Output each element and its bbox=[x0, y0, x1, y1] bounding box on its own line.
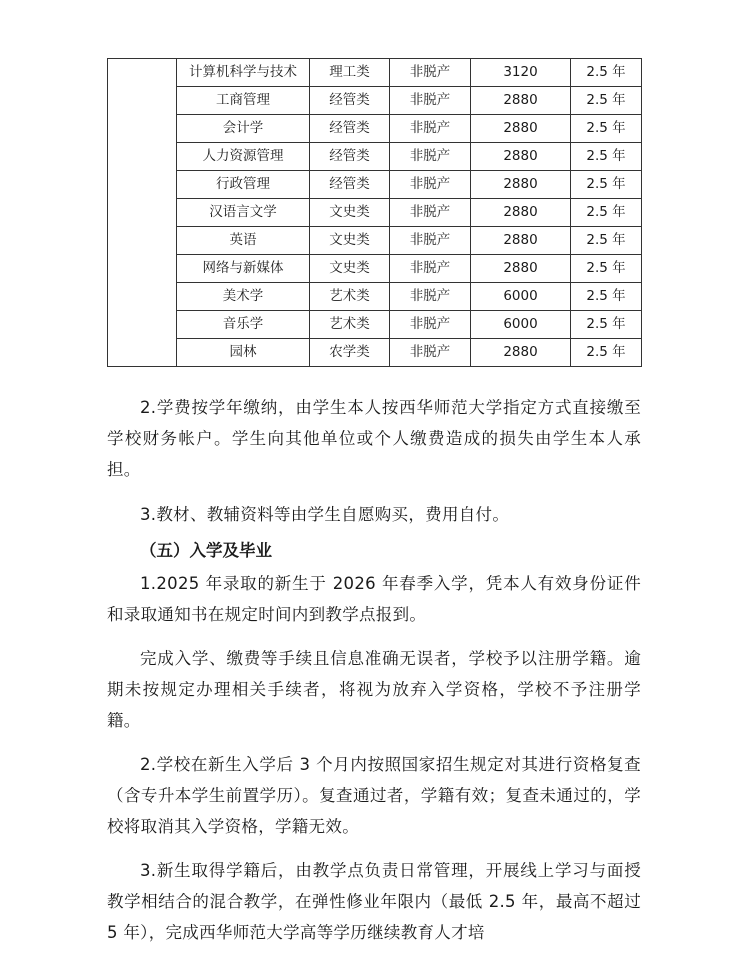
study-mode-cell: 非脱产 bbox=[390, 311, 471, 339]
fee-cell: 2880 bbox=[471, 87, 571, 115]
fee-cell: 2880 bbox=[471, 115, 571, 143]
fee-table-body bbox=[108, 59, 642, 367]
category-cell: 文史类 bbox=[310, 255, 390, 283]
duration-cell: 2.5 年 bbox=[571, 283, 642, 311]
study-mode-cell: 非脱产 bbox=[390, 339, 471, 367]
major-cell: 工商管理 bbox=[177, 87, 310, 115]
major-cell: 园林 bbox=[177, 339, 310, 367]
major-cell: 汉语言文学 bbox=[177, 199, 310, 227]
duration-cell: 2.5 年 bbox=[571, 255, 642, 283]
section-heading-enrollment: （五）入学及毕业 bbox=[140, 541, 272, 560]
table-row bbox=[108, 59, 642, 87]
duration-cell: 2.5 年 bbox=[571, 227, 642, 255]
category-cell: 艺术类 bbox=[310, 311, 390, 339]
major-cell: 网络与新媒体 bbox=[177, 255, 310, 283]
duration-cell: 2.5 年 bbox=[571, 115, 642, 143]
major-cell: 会计学 bbox=[177, 115, 310, 143]
major-cell: 美术学 bbox=[177, 283, 310, 311]
fee-cell: 2880 bbox=[471, 227, 571, 255]
paragraph-registration: 完成入学、缴费等手续且信息准确无误者，学校予以注册学籍。逾期未按规定办理相关手续者，将视为放弃入学资格，学校不予注册学籍。 bbox=[107, 649, 641, 730]
study-mode-cell: 非脱产 bbox=[390, 171, 471, 199]
duration-cell: 2.5 年 bbox=[571, 339, 642, 367]
fee-cell: 2880 bbox=[471, 171, 571, 199]
table-row bbox=[108, 115, 642, 143]
duration-cell: 2.5 年 bbox=[571, 199, 642, 227]
fee-cell: 6000 bbox=[471, 311, 571, 339]
table-row bbox=[108, 171, 642, 199]
study-mode-cell: 非脱产 bbox=[390, 283, 471, 311]
category-cell: 农学类 bbox=[310, 339, 390, 367]
fee-cell: 2880 bbox=[471, 339, 571, 367]
duration-cell: 2.5 年 bbox=[571, 59, 642, 87]
table-row bbox=[108, 255, 642, 283]
fee-cell: 6000 bbox=[471, 283, 571, 311]
study-mode-cell: 非脱产 bbox=[390, 255, 471, 283]
study-mode-cell: 非脱产 bbox=[390, 199, 471, 227]
paragraph-enrollment-date: 1.2025 年录取的新生于 2026 年春季入学，凭本人有效身份证件和录取通知书在规定时间内到教学点报到。 bbox=[107, 574, 641, 624]
table-row bbox=[108, 311, 642, 339]
duration-cell: 2.5 年 bbox=[571, 87, 642, 115]
category-cell: 理工类 bbox=[310, 59, 390, 87]
study-mode-cell: 非脱产 bbox=[390, 143, 471, 171]
fee-cell: 2880 bbox=[471, 199, 571, 227]
fee-cell: 2880 bbox=[471, 143, 571, 171]
category-cell: 经管类 bbox=[310, 171, 390, 199]
study-mode-cell: 非脱产 bbox=[390, 227, 471, 255]
table-row bbox=[108, 339, 642, 367]
duration-cell: 2.5 年 bbox=[571, 311, 642, 339]
duration-cell: 2.5 年 bbox=[571, 143, 642, 171]
major-cell: 计算机科学与技术 bbox=[177, 59, 310, 87]
study-mode-cell: 非脱产 bbox=[390, 115, 471, 143]
category-cell: 经管类 bbox=[310, 115, 390, 143]
major-cell: 英语 bbox=[177, 227, 310, 255]
category-cell: 文史类 bbox=[310, 199, 390, 227]
study-mode-cell: 非脱产 bbox=[390, 87, 471, 115]
major-cell: 人力资源管理 bbox=[177, 143, 310, 171]
category-cell: 经管类 bbox=[310, 143, 390, 171]
fee-cell: 3120 bbox=[471, 59, 571, 87]
table-row bbox=[108, 143, 642, 171]
category-cell: 经管类 bbox=[310, 87, 390, 115]
major-cell: 音乐学 bbox=[177, 311, 310, 339]
paragraph-textbooks: 3.教材、教辅资料等由学生自愿购买，费用自付。 bbox=[140, 505, 510, 524]
study-mode-cell: 非脱产 bbox=[390, 59, 471, 87]
duration-cell: 2.5 年 bbox=[571, 171, 642, 199]
paragraph-qualification-review: 2.学校在新生入学后 3 个月内按照国家招生规定对其进行资格复查（含专升本学生前置学历）。复查通过者，学籍有效；复查未通过的，学校将取消其入学资格，学籍无效。 bbox=[107, 755, 641, 836]
table-row bbox=[108, 199, 642, 227]
category-cell: 艺术类 bbox=[310, 283, 390, 311]
category-cell: 文史类 bbox=[310, 227, 390, 255]
paragraph-tuition-payment: 2.学费按学年缴纳，由学生本人按西华师范大学指定方式直接缴至学校财务帐户。学生向其他单位或个人缴费造成的损失由学生本人承担。 bbox=[107, 398, 641, 479]
fee-table bbox=[107, 58, 642, 367]
major-cell: 行政管理 bbox=[177, 171, 310, 199]
paragraph-study-management: 3.新生取得学籍后，由教学点负责日常管理，开展线上学习与面授教学相结合的混合教学，在弹性修业年限内（最低 2.5 年，最高不超过 5 年），完成西华师范大学高等学历继续教育人才培 bbox=[107, 861, 641, 942]
table-row bbox=[108, 227, 642, 255]
table-row bbox=[108, 87, 642, 115]
fee-cell: 2880 bbox=[471, 255, 571, 283]
table-row bbox=[108, 283, 642, 311]
merged-blank-cell bbox=[108, 59, 177, 367]
